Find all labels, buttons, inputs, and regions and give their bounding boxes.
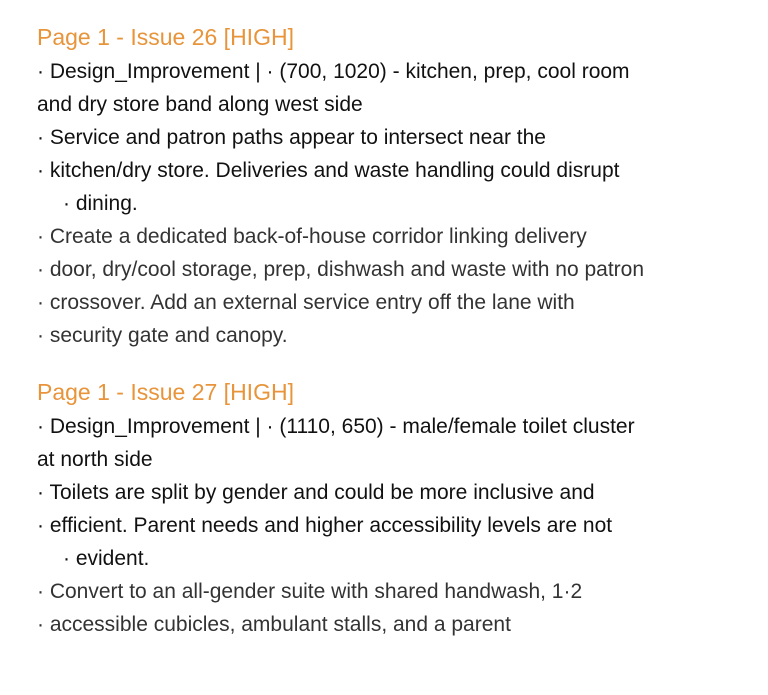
issue-26 — [37, 22, 737, 352]
recommendation-line: · security gate and canopy. — [37, 324, 288, 347]
issue-line: · kitchen/dry store. Deliveries and waste handling could disrupt — [37, 159, 620, 182]
issue-line: · efficient. Parent needs and higher accessibility levels are not — [37, 514, 613, 537]
recommendation-line: · accessible cubicles, ambulant stalls, and a parent — [37, 613, 511, 636]
issue-body — [37, 410, 737, 641]
issue-line: · Design_Improvement | · (700, 1020) - kitchen, prep, cool room — [37, 60, 630, 83]
issue-line: · Service and patron paths appear to intersect near the — [37, 126, 546, 149]
recommendation-line: · crossover. Add an external service entry off the lane with — [37, 291, 575, 314]
issue-line: · Toilets are split by gender and could be more inclusive and — [37, 481, 595, 504]
issue-line: · Design_Improvement | · (1110, 650) - male/female toilet cluster — [37, 415, 635, 438]
issue-line: at north side — [37, 448, 153, 471]
issue-line: · dining. — [63, 192, 138, 215]
recommendation-line: · Create a dedicated back-of-house corridor linking delivery — [37, 225, 587, 248]
issue-heading: Page 1 - Issue 27 [HIGH] — [37, 379, 294, 405]
issue-27 — [37, 377, 737, 641]
issue-line: · evident. — [63, 547, 150, 570]
issue-heading: Page 1 - Issue 26 [HIGH] — [37, 24, 294, 50]
recommendation-line: · Convert to an all-gender suite with shared handwash, 1·2 — [37, 580, 583, 603]
issue-body — [37, 55, 737, 352]
recommendation-line: · door, dry/cool storage, prep, dishwash and waste with no patron — [37, 258, 645, 281]
issue-line: and dry store band along west side — [37, 93, 363, 116]
